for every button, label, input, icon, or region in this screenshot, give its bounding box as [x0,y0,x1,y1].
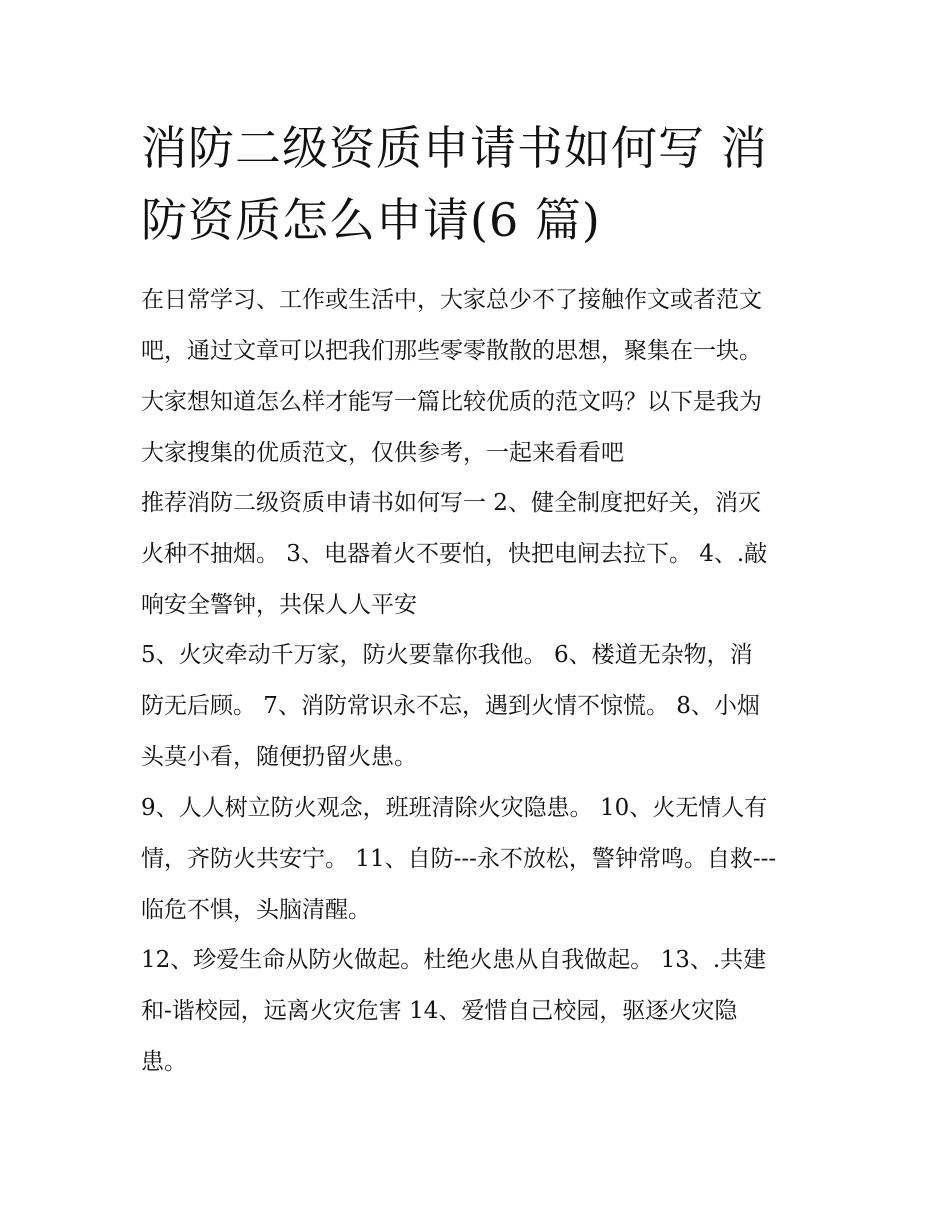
text-line: 响安全警钟，共保人人平安 [141,592,417,618]
title-line: 防资质怎么申请(6 篇) [141,193,601,247]
text-line: 防无后顾。 7、消防常识永不忘，遇到火情不惊慌。 8、小烟 [141,693,760,719]
text-line: 吧，通过文章可以把我们那些零零散散的思想，聚集在一块。 [141,338,762,364]
document-title [141,112,813,256]
intro-paragraph [141,275,813,479]
slogan-paragraph [141,630,813,783]
text-line: 大家想知道怎么样才能写一篇比较优质的范文吗？以下是我为 [141,389,762,415]
text-line: 患。 [141,1049,187,1075]
text-line: 9、人人树立防火观念，班班清除火灾隐患。 10、火无情人有 [141,795,768,821]
slogan-paragraph [141,478,813,631]
text-line: 情，齐防火共安宁。 11、自防---永不放松，警钟常鸣。自救--- [141,846,777,872]
title-line: 消防二级资质申请书如何写 消 [141,121,768,175]
slogan-paragraph [141,783,813,936]
text-line: 临危不惧，头脑清醒。 [141,897,371,923]
text-line: 在日常学习、工作或生活中，大家总少不了接触作文或者范文 [141,287,762,313]
text-line: 12、珍爱生命从防火做起。杜绝火患从自我做起。 13、.共建 [141,947,767,973]
text-line: 和-谐校园，远离火灾危害 14、爱惜自己校园，驱逐火灾隐 [141,998,738,1024]
text-line: 火种不抽烟。 3、电器着火不要怕，快把电闸去拉下。 4、.敲 [141,541,768,567]
slogan-paragraph [141,935,813,1088]
text-line: 推荐消防二级资质申请书如何写一 2、健全制度把好关，消灭 [141,490,761,516]
text-line: 头莫小看，随便扔留火患。 [141,744,417,770]
text-line: 5、火灾牵动千万家，防火要靠你我他。 6、楼道无杂物，消 [141,642,753,668]
text-line: 大家搜集的优质范文，仅供参考，一起来看看吧 [141,440,624,466]
